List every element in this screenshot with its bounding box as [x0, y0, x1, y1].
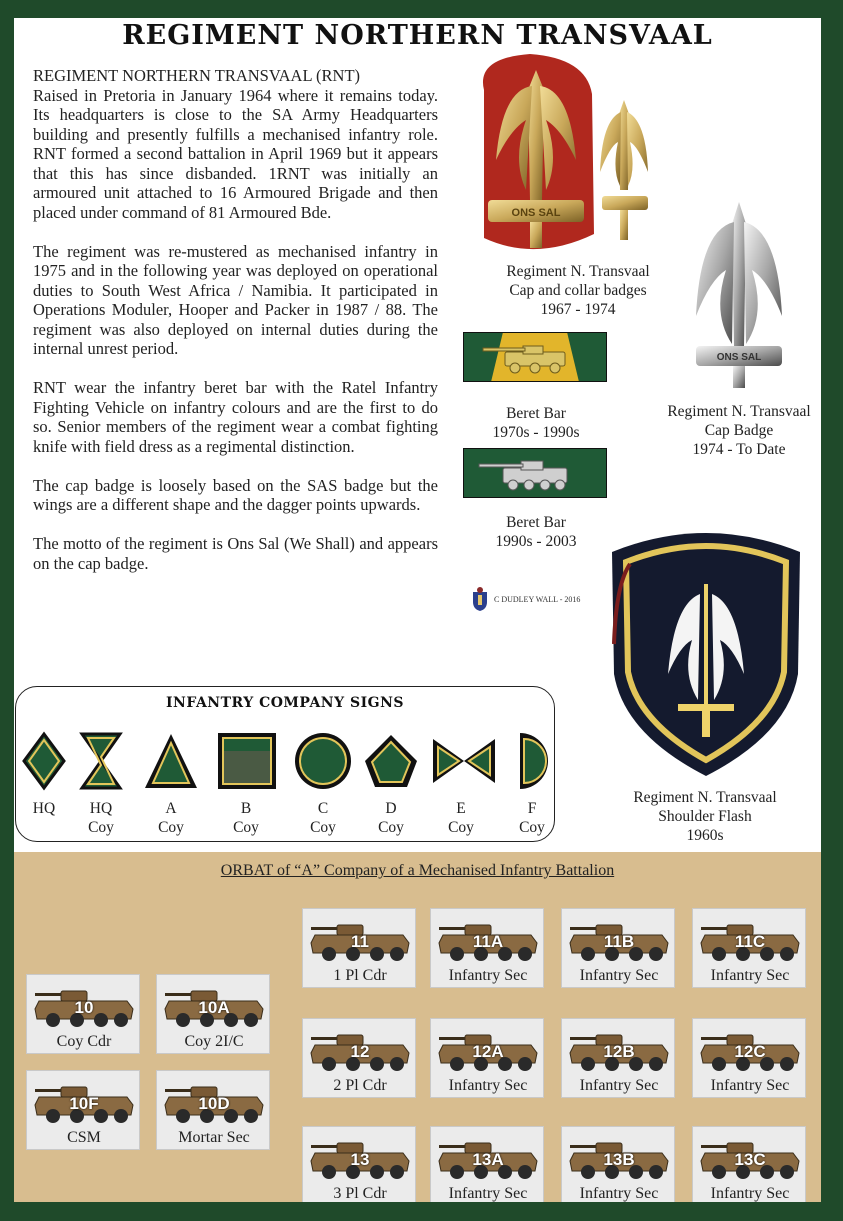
vehicle-callsign: 10F [69, 1094, 99, 1113]
vehicle-role: Infantry Sec [579, 967, 659, 984]
sign-b-coy: B Coy [216, 731, 276, 837]
orbat-card-10 [26, 974, 140, 1054]
vehicle-role: Mortar Sec [178, 1129, 250, 1146]
page-title: REGIMENT NORTHERN TRANSVAAL [122, 20, 713, 51]
beret-bar-1970s-image [463, 332, 607, 382]
page [14, 18, 821, 1202]
orbat-title: ORBAT of “A” Company of a Mechanised Infantry Battalion [220, 862, 615, 879]
silver-cap-badge-image [686, 196, 792, 396]
vehicle-role: CSM [67, 1129, 101, 1146]
vehicle-callsign: 13 [350, 1150, 370, 1169]
paragraph-history: Raised in Pretoria in January 1964 where it remains today. Its headquarters is close to the SA Army Headquarters building and presently fulfills a mechanised infantry role. RNT formed a second battalion in April 1969 but it appears that this has since disbanded. 1RNT was initially an armoured unit attached to 16 Armoured Brigade and then placed under command of 81 Armoured Bde. [33, 85, 438, 222]
shoulder-flash-caption [610, 788, 800, 845]
orbat-card-11a [430, 908, 544, 988]
paragraph-operations: The regiment was re-mustered as mechanised infantry in 1975 and in the following year was deployed on operational duties to South West Africa / Namibia. It participated in Operations Moduler, Hooper and Packer in 1987 / 88. The regiment was also deployed on internal duties during the internal unrest period. [33, 241, 438, 358]
body-heading: REGIMENT NORTHERN TRANSVAAL (RNT) [33, 66, 361, 85]
sign-a-coy: A Coy [141, 731, 201, 837]
cap-collar-caption-line3: 1967 - 1974 [540, 301, 616, 318]
sign-f-coy: F Coy [502, 731, 562, 837]
vehicle-callsign: 11 [351, 932, 369, 951]
company-signs-title: INFANTRY COMPANY SIGNS [165, 695, 404, 711]
orbat-card-13c [692, 1126, 806, 1202]
vehicle-callsign: 11A [472, 932, 504, 951]
cap-badge-motto: ONS SAL [511, 207, 561, 219]
sign-c-coy-label: C [317, 800, 329, 817]
credit [470, 586, 580, 612]
orbat-card-10f [26, 1070, 140, 1150]
orbat-card-13a [430, 1126, 544, 1202]
bowtie-sign-icon [431, 731, 497, 791]
body-text [33, 66, 438, 593]
cap-badge-caption-line1: Regiment N. Transvaal [667, 403, 811, 420]
sign-d-coy-label: D [385, 800, 397, 817]
vehicle-callsign: 13A [472, 1150, 504, 1169]
shoulder-flash-image [608, 524, 804, 780]
pentagon-sign-icon [363, 731, 419, 791]
cap-collar-badges-image [466, 50, 662, 262]
vehicle-role: Coy 2I/C [184, 1033, 244, 1050]
beret-bar-1990s-image [463, 448, 607, 498]
sign-f-coy-label: F [527, 800, 537, 817]
vehicle-callsign: 12 [350, 1042, 370, 1061]
vehicle-role: Infantry Sec [448, 1185, 528, 1202]
orbat-card-10d [156, 1070, 270, 1150]
vehicle-callsign: 11C [734, 932, 766, 951]
beret-bar-1-caption [484, 404, 588, 442]
vehicle-role: Infantry Sec [448, 967, 528, 984]
square-sign-icon [216, 731, 278, 791]
vehicle-callsign: 12C [734, 1042, 766, 1061]
orbat-card-12a [430, 1018, 544, 1098]
sign-b-coy-label: B [240, 800, 252, 817]
vehicle-callsign: 13C [734, 1150, 766, 1169]
hourglass-sign-icon [78, 731, 124, 791]
diamond-sign-icon [21, 731, 67, 791]
cap-badge-caption-line2: Cap Badge [704, 422, 774, 439]
vehicle-callsign: 12B [603, 1042, 635, 1061]
orbat-card-10a [156, 974, 270, 1054]
vehicle-role: Infantry Sec [579, 1185, 659, 1202]
vehicle-callsign: 13B [603, 1150, 635, 1169]
credit-text: C DUDLEY WALL - 2016 [494, 594, 581, 604]
shoulder-flash-caption-line3: 1960s [686, 827, 724, 844]
vehicle-role: Infantry Sec [710, 1077, 790, 1094]
silver-badge-motto: ONS SAL [716, 352, 762, 363]
vehicle-role: 3 Pl Cdr [333, 1185, 387, 1202]
sign-hq [14, 731, 74, 818]
sign-e-coy-label: E [456, 800, 466, 817]
vehicle-role: Infantry Sec [448, 1077, 528, 1094]
company-signs-panel [15, 686, 555, 842]
vehicle-role: Infantry Sec [710, 967, 790, 984]
shoulder-flash-caption-line1: Regiment N. Transvaal [633, 789, 777, 806]
vehicle-callsign: 12A [472, 1042, 504, 1061]
paragraph-beret-bar: RNT wear the infantry beret bar with the Ratel Infantry Fighting Vehicle on infantry colours and are the first to do so. Senior members of the regiment wear a combat fighting knife with field dress as a regimental distinction. [33, 378, 438, 456]
orbat-card-11b [561, 908, 675, 988]
paragraph-motto: The motto of the regiment is Ons Sal (We Shall) and appears on the cap badge. [33, 534, 438, 573]
sign-hq-coy: HQ Coy [71, 731, 131, 837]
sign-hq-coy-label: HQ [89, 800, 113, 817]
vehicle-callsign: 10 [74, 998, 94, 1017]
orbat-panel [14, 852, 821, 1202]
orbat-card-13 [302, 1126, 416, 1202]
vehicle-role: Infantry Sec [710, 1185, 790, 1202]
coat-of-arms-icon [470, 586, 490, 612]
cap-badge-caption-line3: 1974 - To Date [692, 441, 786, 458]
cap-badge-caption [654, 402, 821, 459]
sign-c-coy: C Coy [293, 731, 353, 837]
circle-sign-icon [293, 731, 353, 791]
paragraph-cap-badge: The cap badge is loosely based on the SAS badge but the wings are a different shape and the dagger points upwards. [33, 475, 438, 514]
orbat-card-12c [692, 1018, 806, 1098]
vehicle-role: 2 Pl Cdr [333, 1077, 387, 1094]
vehicle-role: 1 Pl Cdr [333, 967, 387, 984]
sign-d-coy: D Coy [361, 731, 421, 837]
half-circle-sign-icon [512, 731, 552, 791]
sign-a-coy-label: A [165, 800, 177, 817]
orbat-card-11 [302, 908, 416, 988]
vehicle-callsign: 10A [198, 998, 230, 1017]
orbat-card-13b [561, 1126, 675, 1202]
sign-e-coy: E Coy [431, 731, 491, 837]
cap-collar-caption [478, 262, 678, 319]
triangle-sign-icon [143, 731, 199, 791]
cap-collar-caption-line2: Cap and collar badges [509, 282, 647, 299]
beret-bar-1-caption-line2: 1970s - 1990s [492, 424, 580, 441]
shoulder-flash-caption-line2: Shoulder Flash [658, 808, 752, 825]
beret-bar-2-caption [484, 513, 588, 551]
vehicle-role: Infantry Sec [579, 1077, 659, 1094]
orbat-card-11c [692, 908, 806, 988]
cap-collar-caption-line1: Regiment N. Transvaal [506, 263, 650, 280]
orbat-card-12 [302, 1018, 416, 1098]
vehicle-callsign: 11B [603, 932, 635, 951]
beret-bar-2-caption-line1: Beret Bar [506, 514, 566, 531]
orbat-card-12b [561, 1018, 675, 1098]
vehicle-role: Coy Cdr [56, 1033, 112, 1050]
beret-bar-2-caption-line2: 1990s - 2003 [495, 533, 577, 550]
sign-hq-label: HQ [32, 800, 56, 817]
vehicle-callsign: 10D [198, 1094, 230, 1113]
beret-bar-1-caption-line1: Beret Bar [506, 405, 566, 422]
